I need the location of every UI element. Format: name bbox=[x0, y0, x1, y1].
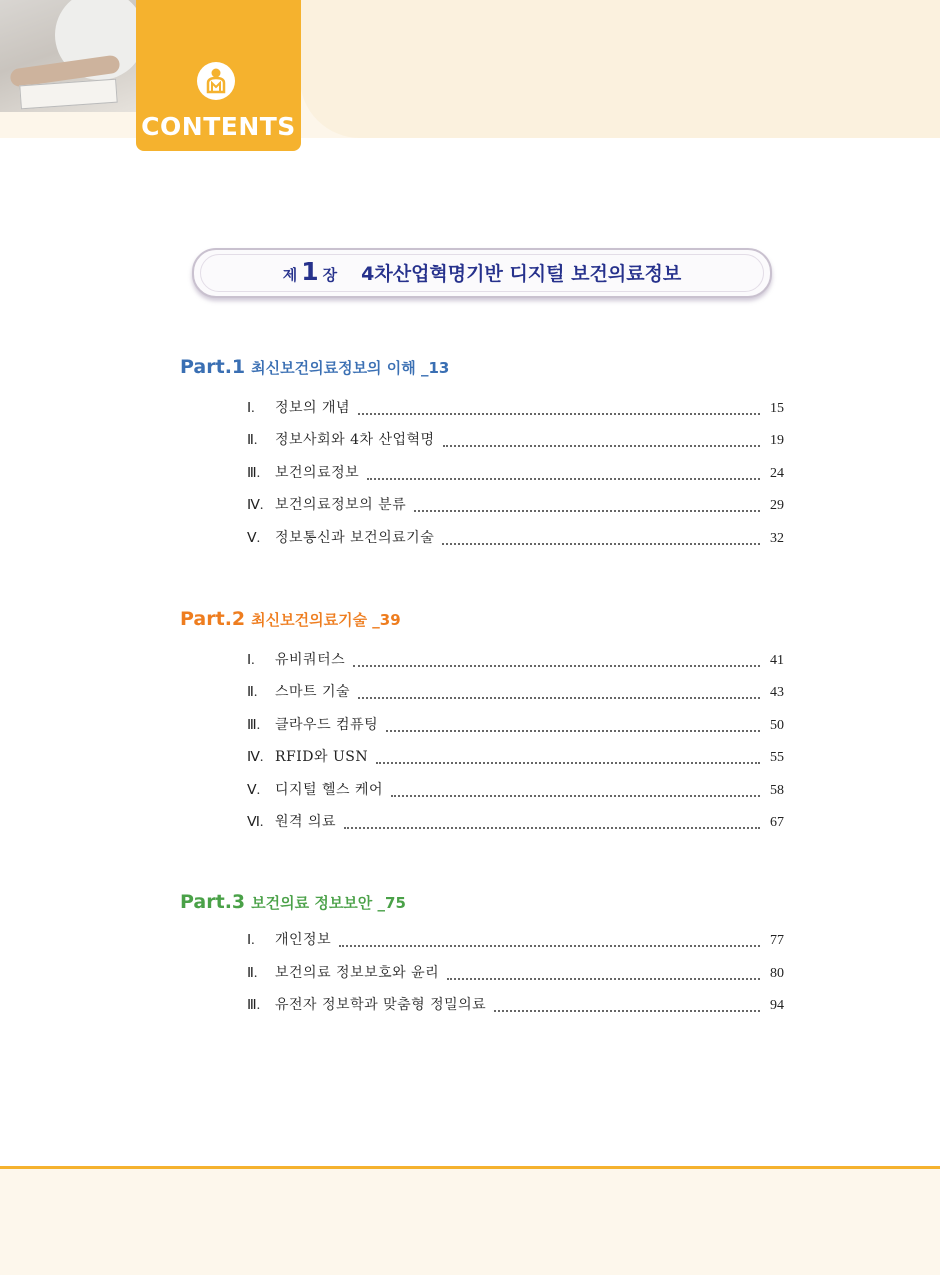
toc-page: 67 bbox=[770, 815, 784, 830]
toc-number: Ⅱ. bbox=[247, 433, 258, 448]
part-heading-3 bbox=[180, 891, 406, 913]
chapter-number: 1 bbox=[301, 257, 319, 286]
toc-page: 50 bbox=[770, 718, 784, 733]
part-title: 보건의료 정보보안 _75 bbox=[251, 894, 406, 912]
dot-leader bbox=[414, 510, 760, 512]
toc-number: Ⅰ. bbox=[247, 653, 255, 668]
toc-title: 스마트 기술 bbox=[275, 684, 351, 700]
dot-leader bbox=[442, 543, 760, 545]
dot-leader bbox=[344, 827, 760, 829]
toc-title: RFID와 USN bbox=[275, 749, 369, 765]
toc-number: Ⅳ. bbox=[247, 750, 264, 765]
part-heading-2 bbox=[180, 608, 401, 630]
toc-page: 94 bbox=[770, 998, 784, 1013]
part-title: 최신보건의료정보의 이해 _13 bbox=[251, 359, 450, 377]
toc-page: 41 bbox=[770, 653, 784, 668]
dot-leader bbox=[391, 795, 760, 797]
toc-page: 24 bbox=[770, 466, 784, 481]
contents-heading: CONTENTS bbox=[141, 112, 296, 141]
footer-band bbox=[0, 1169, 940, 1275]
toc-entry[interactable] bbox=[247, 462, 784, 484]
toc-entry[interactable] bbox=[247, 494, 784, 516]
toc-number: Ⅵ. bbox=[247, 815, 264, 830]
dot-leader bbox=[386, 730, 760, 732]
toc-title: 유비쿼터스 bbox=[275, 652, 346, 668]
toc-number: Ⅴ. bbox=[247, 531, 261, 546]
dot-leader bbox=[494, 1010, 760, 1012]
toc-entry[interactable] bbox=[247, 779, 784, 801]
part-title: 최신보건의료기술 _39 bbox=[251, 611, 401, 629]
chapter-title bbox=[194, 257, 770, 286]
toc-entry[interactable] bbox=[247, 929, 784, 951]
toc-entry[interactable] bbox=[247, 962, 784, 984]
dot-leader bbox=[447, 978, 760, 980]
toc-number: Ⅲ. bbox=[247, 466, 261, 481]
dot-leader bbox=[339, 945, 760, 947]
chapter-banner bbox=[192, 248, 772, 298]
toc-entry[interactable] bbox=[247, 649, 784, 671]
toc-entry[interactable] bbox=[247, 681, 784, 703]
toc-title: 디지털 헬스 케어 bbox=[275, 782, 384, 798]
toc-number: Ⅰ. bbox=[247, 933, 255, 948]
toc-number: Ⅰ. bbox=[247, 401, 255, 416]
toc-entry[interactable] bbox=[247, 527, 784, 549]
dot-leader bbox=[367, 478, 760, 480]
chapter-title-text: 4차산업혁명기반 디지털 보건의료정보 bbox=[361, 263, 682, 285]
dot-leader bbox=[443, 445, 760, 447]
toc-title: 정보의 개념 bbox=[275, 400, 351, 416]
chapter-prefix: 제 bbox=[282, 266, 298, 284]
dot-leader bbox=[358, 413, 760, 415]
part-label: Part.1 bbox=[180, 356, 246, 378]
toc-entry[interactable] bbox=[247, 811, 784, 833]
toc-page: 19 bbox=[770, 433, 784, 448]
toc-title: 클라우드 컴퓨팅 bbox=[275, 717, 379, 733]
toc-entry[interactable] bbox=[247, 429, 784, 451]
dot-leader bbox=[358, 697, 760, 699]
toc-title: 정보통신과 보건의료기술 bbox=[275, 530, 435, 546]
part-heading-1 bbox=[180, 356, 449, 378]
toc-page: 58 bbox=[770, 783, 784, 798]
toc-title: 개인정보 bbox=[275, 932, 332, 948]
toc-number: Ⅲ. bbox=[247, 718, 261, 733]
toc-title: 원격 의료 bbox=[275, 814, 337, 830]
toc-page: 80 bbox=[770, 966, 784, 981]
toc-page: 77 bbox=[770, 933, 784, 948]
toc-title: 정보사회와 4차 산업혁명 bbox=[275, 432, 435, 448]
toc-page: 29 bbox=[770, 498, 784, 513]
toc-title: 보건의료정보 bbox=[275, 465, 360, 481]
header-band-curve bbox=[300, 0, 940, 138]
toc-title: 유전자 정보학과 맞춤형 정밀의료 bbox=[275, 997, 487, 1013]
toc-entry[interactable] bbox=[247, 994, 784, 1016]
chapter-suffix: 장 bbox=[322, 266, 338, 284]
toc-entry[interactable] bbox=[247, 746, 784, 768]
toc-number: Ⅲ. bbox=[247, 998, 261, 1013]
person-icon bbox=[197, 62, 235, 100]
toc-number: Ⅱ. bbox=[247, 685, 258, 700]
toc-number: Ⅴ. bbox=[247, 783, 261, 798]
toc-number: Ⅱ. bbox=[247, 966, 258, 981]
dot-leader bbox=[353, 665, 760, 667]
part-label: Part.3 bbox=[180, 891, 246, 913]
doctor-photo bbox=[0, 0, 136, 112]
toc-page: 15 bbox=[770, 401, 784, 416]
dot-leader bbox=[376, 762, 760, 764]
contents-logo bbox=[136, 0, 301, 151]
toc-page: 43 bbox=[770, 685, 784, 700]
part-label: Part.2 bbox=[180, 608, 246, 630]
toc-title: 보건의료 정보보호와 윤리 bbox=[275, 965, 440, 981]
toc-page: 55 bbox=[770, 750, 784, 765]
toc-entry[interactable] bbox=[247, 714, 784, 736]
toc-title: 보건의료정보의 분류 bbox=[275, 497, 407, 513]
toc-page: 32 bbox=[770, 531, 784, 546]
toc-entry[interactable] bbox=[247, 397, 784, 419]
toc-number: Ⅳ. bbox=[247, 498, 264, 513]
